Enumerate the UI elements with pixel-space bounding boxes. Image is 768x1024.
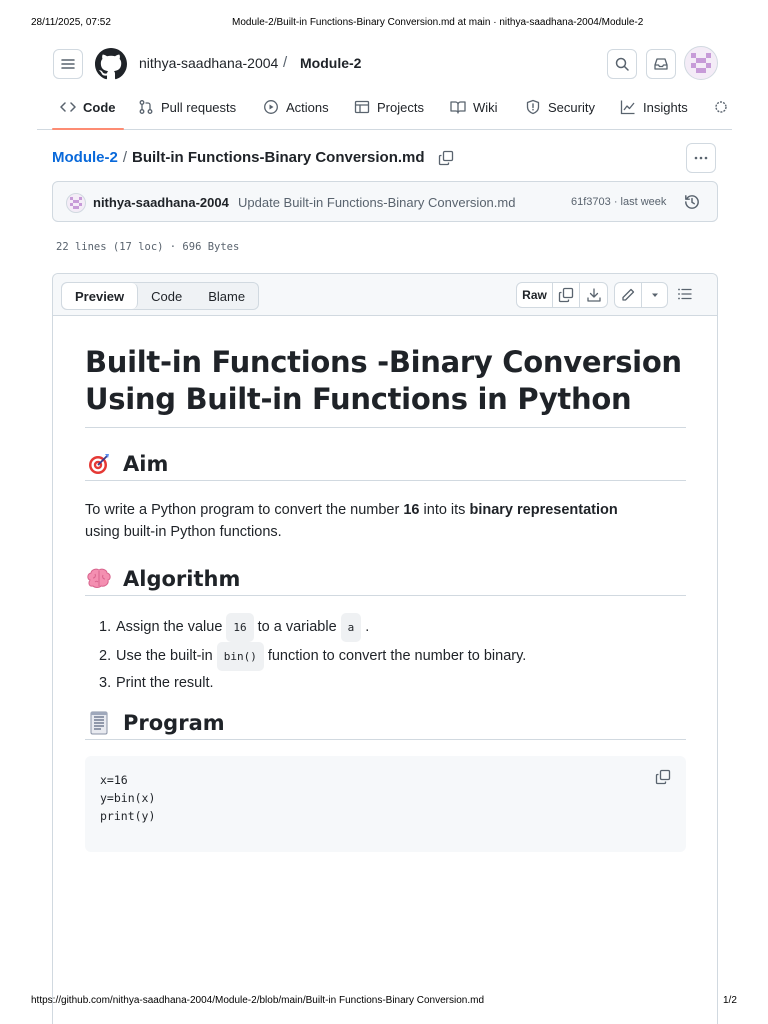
repo-nav bbox=[37, 88, 732, 130]
aim-paragraph bbox=[85, 499, 686, 543]
heading-program-text: Program bbox=[123, 710, 225, 735]
brain-icon bbox=[85, 568, 113, 590]
step-number: 1. bbox=[99, 619, 112, 635]
menu-button[interactable] bbox=[53, 49, 83, 79]
kebab-horizontal-icon bbox=[693, 150, 709, 166]
latest-commit-bar bbox=[52, 181, 718, 222]
commit-author-link[interactable]: nithya-saadhana-2004 bbox=[93, 195, 229, 210]
raw-button[interactable]: Raw bbox=[517, 283, 553, 307]
header-separator: / bbox=[283, 54, 288, 71]
aim-text-after: using built-in Python functions. bbox=[85, 524, 282, 540]
tab-actions[interactable] bbox=[263, 88, 329, 126]
play-icon bbox=[263, 99, 279, 115]
inline-code: bin() bbox=[217, 642, 264, 671]
author-avatar[interactable] bbox=[66, 193, 86, 218]
step-text: Use the built-in bbox=[116, 648, 213, 664]
blame-button[interactable]: Blame bbox=[208, 288, 246, 304]
tab-pull-requests-label: Pull requests bbox=[161, 99, 237, 115]
document-title bbox=[85, 344, 686, 428]
owner-link[interactable]: nithya-saadhana-2004 bbox=[139, 55, 279, 71]
print-title: Module-2/Built-in Functions-Binary Conversion.md at main · nithya-saadhana-2004/Module-2 bbox=[232, 17, 644, 28]
print-date: 28/11/2025, 07:52 bbox=[31, 17, 111, 28]
aim-text-middle: into its bbox=[419, 502, 470, 518]
print-page-number: 1/2 bbox=[723, 995, 737, 1006]
tab-projects[interactable] bbox=[354, 88, 424, 126]
heading-algorithm bbox=[85, 562, 686, 596]
tab-projects-label: Projects bbox=[377, 99, 424, 115]
heading-aim bbox=[85, 447, 686, 481]
view-mode-switch bbox=[61, 282, 259, 310]
list-unordered-icon bbox=[677, 286, 693, 302]
step-text: to a variable bbox=[257, 619, 337, 635]
hamburger-icon bbox=[60, 56, 76, 72]
tab-actions-label: Actions bbox=[286, 99, 329, 115]
algorithm-step bbox=[99, 613, 684, 642]
copy-icon bbox=[655, 769, 671, 785]
search-button[interactable] bbox=[607, 49, 637, 79]
heading-program bbox=[85, 706, 686, 740]
search-icon bbox=[614, 56, 630, 72]
edit-button[interactable] bbox=[615, 283, 642, 307]
heading-aim-text: Aim bbox=[123, 451, 169, 476]
file-viewer bbox=[52, 273, 718, 1024]
aim-number: 16 bbox=[403, 502, 420, 518]
heading-algorithm-text: Algorithm bbox=[123, 566, 241, 591]
copy-code-button[interactable] bbox=[655, 769, 671, 790]
edit-dropdown-button[interactable] bbox=[642, 283, 667, 307]
commit-hash-and-time[interactable]: 61f3703 · last week bbox=[571, 196, 667, 208]
download-icon bbox=[586, 287, 602, 303]
tab-code-label: Code bbox=[83, 99, 116, 115]
breadcrumb-file: Built-in Functions-Binary Conversion.md bbox=[132, 149, 425, 166]
github-logo-icon[interactable] bbox=[95, 48, 127, 85]
outline-button[interactable] bbox=[677, 286, 693, 307]
commit-message-link[interactable]: Update Built-in Functions-Binary Conversion.md bbox=[238, 195, 516, 210]
aim-binary-representation: binary representation bbox=[469, 502, 618, 518]
print-url: https://github.com/nithya-saadhana-2004/Module-2/blob/main/Built-in Functions-Binary Conversion.md bbox=[31, 995, 485, 1006]
inbox-button[interactable] bbox=[646, 49, 676, 79]
pencil-icon bbox=[620, 287, 636, 303]
tab-pull-requests[interactable] bbox=[138, 88, 236, 126]
step-text: . bbox=[365, 619, 370, 635]
title-line-1: Built-in Functions -Binary Conversion bbox=[85, 345, 682, 379]
algorithm-steps bbox=[99, 613, 684, 696]
more-options-button[interactable] bbox=[686, 143, 716, 173]
code-block bbox=[85, 756, 686, 852]
graph-icon bbox=[620, 99, 636, 115]
step-text: Assign the value bbox=[116, 619, 223, 635]
table-icon bbox=[354, 99, 370, 115]
copy-raw-button[interactable] bbox=[553, 283, 580, 307]
step-text: function to convert the number to binary. bbox=[267, 648, 527, 664]
inline-code: a bbox=[341, 613, 362, 642]
copy-icon bbox=[558, 287, 574, 303]
title-line-2: Using Built-in Functions in Python bbox=[85, 382, 632, 416]
tab-insights-label: Insights bbox=[643, 99, 688, 115]
raw-actions bbox=[516, 282, 608, 308]
edit-actions bbox=[614, 282, 668, 308]
book-icon bbox=[450, 99, 466, 115]
code-icon bbox=[60, 99, 76, 115]
breadcrumb bbox=[52, 149, 454, 166]
copy-path-button[interactable] bbox=[438, 150, 454, 166]
inbox-icon bbox=[653, 56, 669, 72]
preview-button[interactable]: Preview bbox=[62, 283, 138, 309]
tab-security[interactable] bbox=[525, 88, 595, 126]
shield-icon bbox=[525, 99, 541, 115]
tab-settings-overflow[interactable] bbox=[713, 88, 729, 126]
algorithm-step bbox=[99, 642, 684, 671]
aim-text-before: To write a Python program to convert the number bbox=[85, 502, 404, 518]
step-text: Print the result. bbox=[116, 675, 214, 691]
breadcrumb-separator: / bbox=[122, 149, 128, 166]
tab-code[interactable] bbox=[60, 88, 116, 126]
history-icon bbox=[683, 193, 701, 211]
pull-request-icon bbox=[138, 99, 154, 115]
breadcrumb-repo-link[interactable]: Module-2 bbox=[52, 149, 118, 166]
tab-wiki[interactable] bbox=[450, 88, 498, 126]
tab-insights[interactable] bbox=[620, 88, 688, 126]
tab-wiki-label: Wiki bbox=[473, 99, 498, 115]
target-icon bbox=[85, 452, 113, 476]
user-avatar[interactable] bbox=[684, 46, 718, 85]
step-number: 3. bbox=[99, 675, 112, 691]
file-toolbar bbox=[53, 274, 717, 316]
file-info: 22 lines (17 loc) · 696 Bytes bbox=[56, 241, 240, 253]
tab-security-label: Security bbox=[548, 99, 595, 115]
step-number: 2. bbox=[99, 648, 112, 664]
gear-icon bbox=[713, 99, 729, 115]
algorithm-step bbox=[99, 671, 684, 696]
repo-link[interactable]: Module-2 bbox=[300, 55, 362, 71]
code-view-button[interactable]: Code bbox=[151, 288, 183, 304]
inline-code: 16 bbox=[226, 613, 253, 642]
document-icon bbox=[85, 711, 113, 735]
download-button[interactable] bbox=[580, 283, 607, 307]
triangle-down-icon bbox=[650, 290, 660, 300]
code-content: x=16 y=bin(x) print(y) bbox=[100, 773, 156, 823]
copy-icon bbox=[438, 150, 454, 166]
history-button[interactable] bbox=[683, 193, 701, 216]
